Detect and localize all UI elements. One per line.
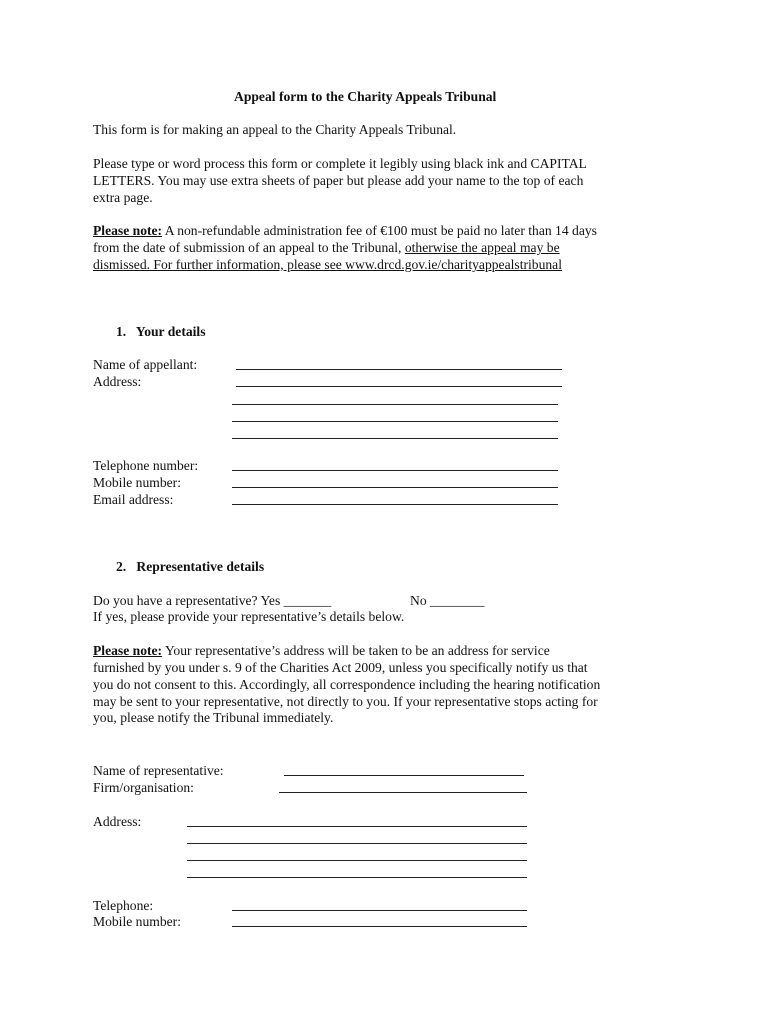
representative-address-field-2[interactable]: [187, 843, 527, 844]
representative-no-option[interactable]: No ________: [410, 593, 485, 608]
fee-note-text-plain: from the date of submission of an appeal to the Tribunal,: [93, 240, 405, 255]
representative-question[interactable]: Do you have a representative? Yes _______: [93, 593, 332, 608]
representative-name-label: Name of representative:: [93, 763, 224, 778]
appellant-name-field[interactable]: [236, 369, 562, 370]
appellant-mobile-field[interactable]: [232, 487, 558, 488]
representative-address-label: Address:: [93, 814, 142, 829]
appellant-address-field-3[interactable]: [232, 421, 558, 422]
representative-address-field-4[interactable]: [187, 877, 527, 878]
fee-note-label: Please note:: [93, 223, 163, 238]
instructions-line-3: extra page.: [93, 190, 153, 205]
fee-note-line-1: [93, 222, 597, 239]
appellant-address-field-1[interactable]: [236, 386, 562, 387]
representative-note-line-1: [93, 642, 550, 659]
appellant-address-field-2[interactable]: [232, 404, 558, 405]
representative-address-field-1[interactable]: [187, 826, 527, 827]
appellant-email-field[interactable]: [232, 504, 558, 505]
section-1-heading: 1. Your details: [116, 324, 206, 339]
fee-note-text: A non-refundable administration fee of €100 must be paid no later than 14 days: [162, 223, 597, 238]
representative-firm-field[interactable]: [279, 792, 527, 793]
intro-text: This form is for making an appeal to the Charity Appeals Tribunal.: [93, 122, 457, 137]
fee-note-text-underlined: otherwise the appeal may be: [404, 240, 560, 255]
representative-note-text: Your representative’s address will be taken to be an address for service: [162, 643, 550, 658]
representative-mobile-field[interactable]: [232, 926, 527, 927]
appellant-address-label: Address:: [93, 374, 142, 389]
appellant-email-label: Email address:: [93, 492, 174, 507]
page-title: Appeal form to the Charity Appeals Tribunal: [234, 89, 497, 104]
appellant-telephone-field[interactable]: [232, 470, 558, 471]
appellant-name-label: Name of appellant:: [93, 357, 198, 372]
representative-mobile-label: Mobile number:: [93, 914, 181, 929]
instructions-line-1: Please type or word process this form or complete it legibly using black ink and CAPITAL: [93, 156, 587, 171]
representative-if-yes-text: If yes, please provide your representative’s details below.: [93, 609, 405, 624]
appellant-mobile-label: Mobile number:: [93, 475, 181, 490]
instructions-line-2: LETTERS. You may use extra sheets of paper but please add your name to the top of each: [93, 173, 584, 188]
representative-telephone-field[interactable]: [232, 910, 527, 911]
representative-address-field-3[interactable]: [187, 860, 527, 861]
representative-note-line-3: you do not consent to this. Accordingly, all correspondence including the hearing notification: [93, 677, 601, 692]
appellant-address-field-4[interactable]: [232, 438, 558, 439]
representative-note-line-4: may be sent to your representative, not directly to you. If your representative stops acting for: [93, 694, 598, 709]
appellant-telephone-label: Telephone number:: [93, 458, 199, 473]
representative-telephone-label: Telephone:: [93, 898, 154, 913]
representative-note-line-2: furnished by you under s. 9 of the Charities Act 2009, unless you specifically notify us that: [93, 660, 588, 675]
fee-note-line-3: dismissed. For further information, please see www.drcd.gov.ie/charityappealstribunal: [93, 257, 562, 272]
section-2-heading: 2. Representative details: [116, 559, 265, 574]
representative-note-line-5: you, please notify the Tribunal immediately.: [93, 710, 334, 725]
fee-note-line-2: [93, 239, 560, 256]
representative-note-label: Please note:: [93, 643, 163, 658]
representative-firm-label: Firm/organisation:: [93, 780, 194, 795]
representative-name-field[interactable]: [284, 775, 524, 776]
